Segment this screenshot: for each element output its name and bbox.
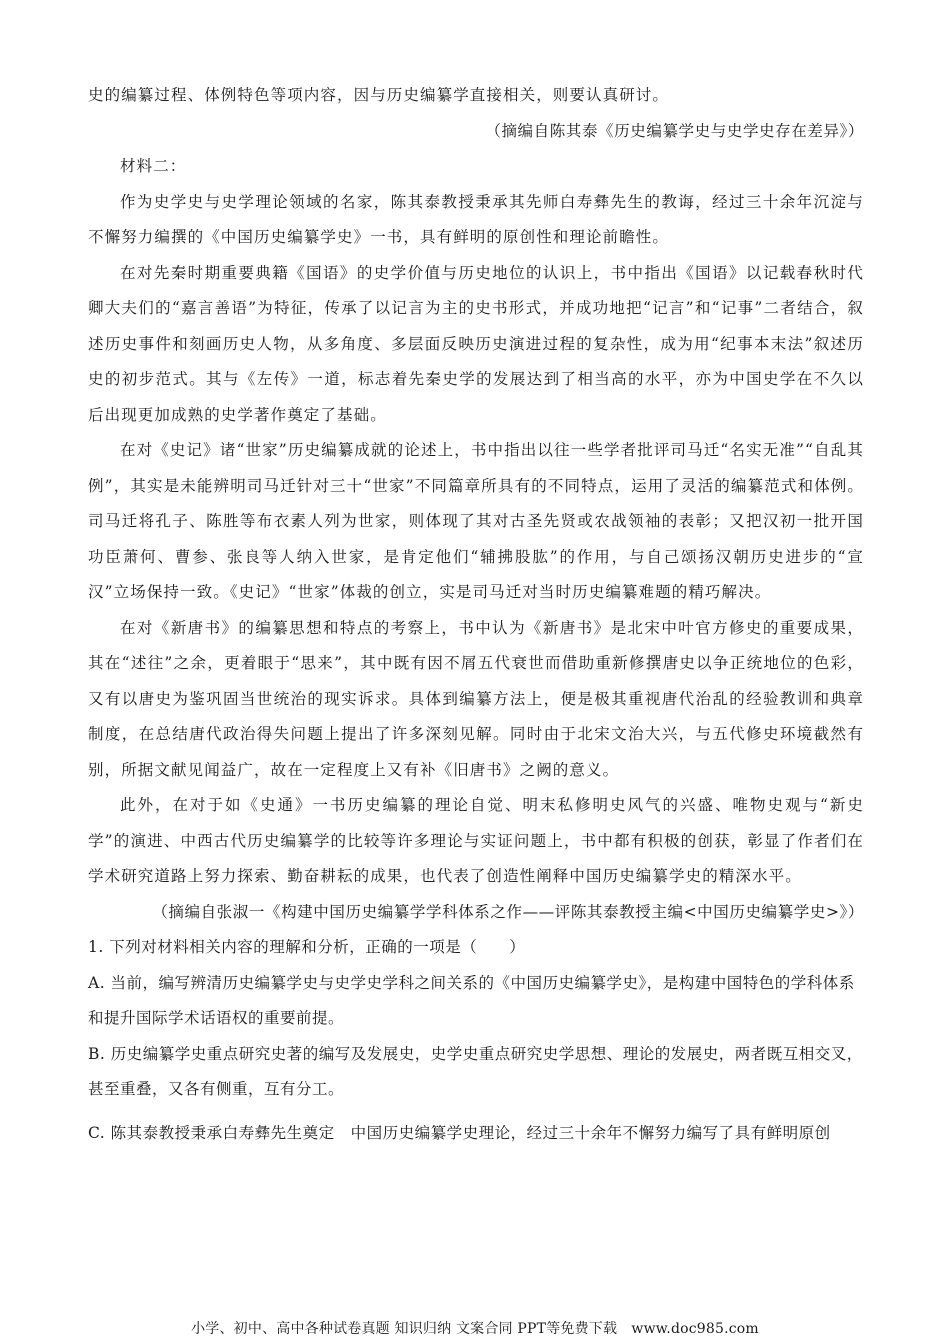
paragraph-2: 在对先秦时期重要典籍《国语》的史学价值与历史地位的认识上，书中指出《国语》以记载春秋时代卿大夫们的“嘉言善语”为特征，传承了以记言为主的史书形式，并成功地把“记言”和“记事”二者结合，叙述历史事件和刻画历史人物，从多角度、多层面反映历史演进过程的复杂性，成为用“纪事本末法”叙述历史的初步范式。其与《左传》一道，标志着先秦史学的发展达到了相当高的水平，亦为中国史学在不久以后出现更加成熟的史学著作奠定了基础。 — [88, 263, 864, 424]
option-c: C. 陈其泰教授秉承白寿彝先生奠定 中国历史编纂学史理论，经过三十余年不懈努力编写了具有鲜明原创 — [88, 1123, 831, 1142]
document-body — [88, 78, 864, 1151]
option-a: A. 当前，编写辨清历史编纂学史与史学史学科之间关系的《中国历史编纂学史》，是构建中国特色的学科体系和提升国际学术话语权的重要前提。 — [88, 973, 855, 1027]
source-citation-1: （摘编自陈其泰《历史编纂学史与史学史存在差异》） — [485, 121, 864, 140]
material-2-heading: 材料二： — [120, 157, 187, 175]
continued-paragraph: 史的编纂过程、体例特色等项内容，因与历史编纂学直接相关，则要认真研讨。 — [88, 86, 670, 104]
page-footer: 小学、初中、高中各种试卷真题 知识归纳 文案合同 PPT等免费下载 www.doc985.com — [191, 1321, 759, 1337]
paragraph-3: 在对《史记》诸“世家”历史编纂成就的论述上，书中指出以往一些学者批评司马迁“名实无准”“自乱其例”，其实是未能辨明司马迁针对三十“世家”不同篇章所具有的不同特点，运用了灵活的编纂范式和体例。司马迁将孔子、陈胜等布衣素人列为世家，则体现了其对古圣先贤或农战领袖的表彰；又把汉初一批开国功臣萧何、曹参、张良等人纳入世家，是肯定他们“辅拂股肱”的作用，与自己颂扬汉朝历史进步的“宣汉”立场保持一致。《史记》“世家”体裁的创立，实是司马迁对当时历史编纂难题的精巧解决。 — [88, 441, 865, 601]
paragraph-1: 作为史学史与史学理论领域的名家，陈其泰教授秉承其先师白寿彝先生的教诲，经过三十余年沉淀与不懈努力编撰的《中国历史编纂学史》一书，具有鲜明的原创性和理论前瞻性。 — [88, 192, 864, 246]
source-citation-2: （摘编自张淑一《构建中国历史编纂学学科体系之作——评陈其泰教授主编<中国历史编纂学史>》） — [152, 902, 864, 921]
option-b: B. 历史编纂学史重点研究史著的编写及发展史，史学史重点研究史学思想、理论的发展史，两者既互相交叉，甚至重叠，又各有侧重，互有分工。 — [88, 1044, 863, 1098]
paragraph-5: 此外，在对于如《史通》一书历史编纂的理论自觉、明末私修明史风气的兴盛、唯物史观与“新史学”的演进、中西古代历史编纂学的比较等许多理论与实证问题上，书中都有积极的创获，彰显了作者们在学术研究道路上努力探索、勤奋耕耘的成果，也代表了创造性阐释中国历史编纂学史的精深水平。 — [88, 796, 864, 885]
paragraph-4: 在对《新唐书》的编纂思想和特点的考察上，书中认为《新唐书》是北宋中叶官方修史的重要成果，其在“述往”之余，更着眼于“思来”，其中既有因不屑五代衰世而借助重新修撰唐史以争正统地位的色彩，又有以唐史为鉴巩固当世统治的现实诉求。具体到编纂方法上，便是极其重视唐代治乱的经验教训和典章制度，在总结唐代政治得失问题上提出了许多深刻见解。同时由于北宋文治大兴，与五代修史环境截然有别，所据文献见闻益广，故在一定程度上又有补《旧唐书》之阙的意义。 — [88, 618, 864, 779]
question-1: 1. 下列对材料相关内容的理解和分析，正确的一项是（ ） — [88, 938, 526, 956]
